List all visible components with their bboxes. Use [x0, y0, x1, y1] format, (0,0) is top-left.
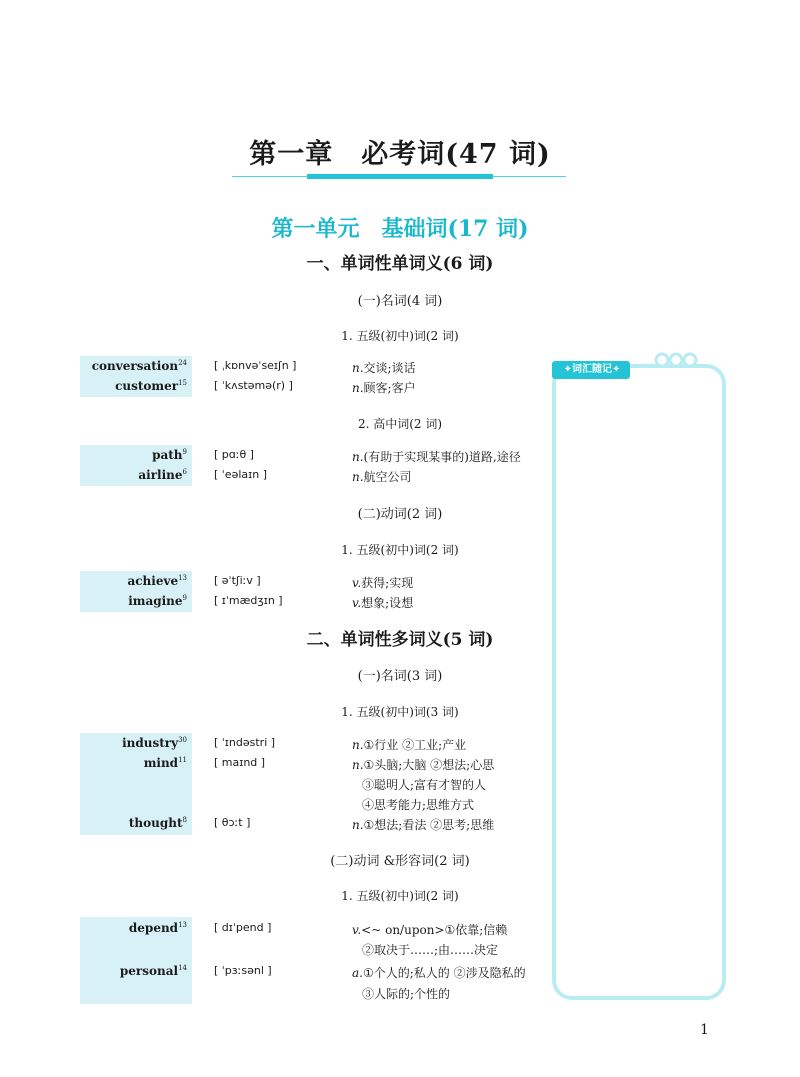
vocab-row	[80, 379, 560, 399]
vocab-row	[80, 448, 560, 468]
phonetic: [ maɪnd ]	[214, 756, 266, 769]
headword: depend$^{13}$	[128, 921, 187, 935]
subsection-title: (一)名词(4 词)	[357, 294, 443, 309]
vocab-row	[80, 756, 560, 776]
phonetic: [ ɪˈmædʒɪn ]	[214, 594, 283, 607]
definition: v.<~ on/upon>①依靠;信赖	[352, 923, 508, 937]
page-number: 1	[700, 1022, 709, 1038]
phonetic: [ əˈtʃiːv ]	[214, 574, 261, 587]
definition: a.①个人的;私人的 ②涉及隐私的	[352, 966, 526, 980]
vocab-row	[80, 468, 560, 488]
vocab-row	[80, 921, 560, 941]
subsection-title: (二)动词 &形容词(2 词)	[330, 854, 470, 869]
vocab-row	[80, 574, 560, 594]
vocab-row	[80, 736, 560, 756]
definition-continuation: ②取决于……;由……决定	[362, 943, 499, 957]
headword: personal$^{14}$	[119, 964, 187, 978]
definition-continuation: ③人际的;个性的	[362, 987, 451, 1001]
definition: v.获得;实现	[352, 576, 414, 590]
subsection-title: (二)动词(2 词)	[357, 507, 443, 522]
level-title: 2. 高中词(2 词)	[357, 417, 443, 431]
headword: achieve$^{13}$	[127, 574, 187, 588]
headword: imagine$^9$	[128, 594, 187, 608]
subsection-title: (一)名词(3 词)	[357, 669, 443, 684]
definition: n.顾客;客户	[352, 381, 416, 395]
headword: thought$^8$	[128, 816, 187, 830]
definition: n.①行业 ②工业;产业	[352, 738, 467, 752]
phonetic: [ θɔːt ]	[214, 816, 251, 829]
notes-panel	[552, 352, 730, 1002]
vocab-row	[80, 359, 560, 379]
section-title: 二、单词性多词义(5 词)	[306, 630, 494, 650]
chapter-title: 第一章 必考词(47 词)	[249, 139, 551, 170]
headword: conversation$^{24}$	[91, 359, 187, 373]
phonetic: [ dɪˈpend ]	[214, 921, 272, 934]
definition: n.(有助于实现某事的)道路,途径	[352, 450, 521, 464]
phonetic: [ ˌkɒnvəˈseɪʃn ]	[214, 359, 297, 372]
unit-title: 第一单元 基础词(17 词)	[271, 216, 529, 242]
level-title: 1. 五级(初中)词(2 词)	[341, 543, 459, 557]
level-title: 1. 五级(初中)词(3 词)	[341, 705, 459, 719]
definition-continuation: ④思考能力;思维方式	[362, 798, 475, 812]
definition: n.航空公司	[352, 470, 412, 484]
headword: path$^9$	[152, 448, 187, 462]
headword: airline$^6$	[138, 468, 187, 482]
vocab-row	[80, 594, 560, 614]
definition: v.想象;设想	[352, 596, 414, 610]
phonetic: [ ˈpɜːsənl ]	[214, 964, 272, 977]
definition: n.①头脑;大脑 ②想法;心思	[352, 758, 495, 772]
section-title: 一、单词性单词义(6 词)	[306, 254, 494, 274]
definition: n.①想法;看法 ②思考;思维	[352, 818, 495, 832]
phonetic: [ ˈkʌstəmə(r) ]	[214, 379, 293, 392]
notes-panel-frame	[552, 352, 730, 1002]
vocab-row	[80, 964, 560, 984]
level-title: 1. 五级(初中)词(2 词)	[341, 889, 459, 903]
headword: mind$^{11}$	[143, 756, 187, 770]
notes-panel-label: ✦词汇随记✦	[563, 364, 621, 375]
headword: industry$^{30}$	[122, 736, 187, 750]
vocab-row	[80, 816, 560, 836]
phonetic: [ pɑːθ ]	[214, 448, 254, 461]
phonetic: [ ˈeəlaɪn ]	[214, 468, 267, 481]
definition-continuation: ③聪明人;富有才智的人	[362, 778, 487, 792]
title-rule-accent	[307, 174, 493, 179]
definition: n.交谈;谈话	[352, 361, 416, 375]
level-title: 1. 五级(初中)词(2 词)	[341, 329, 459, 343]
headword: customer$^{15}$	[115, 379, 187, 393]
phonetic: [ ˈɪndəstri ]	[214, 736, 276, 749]
